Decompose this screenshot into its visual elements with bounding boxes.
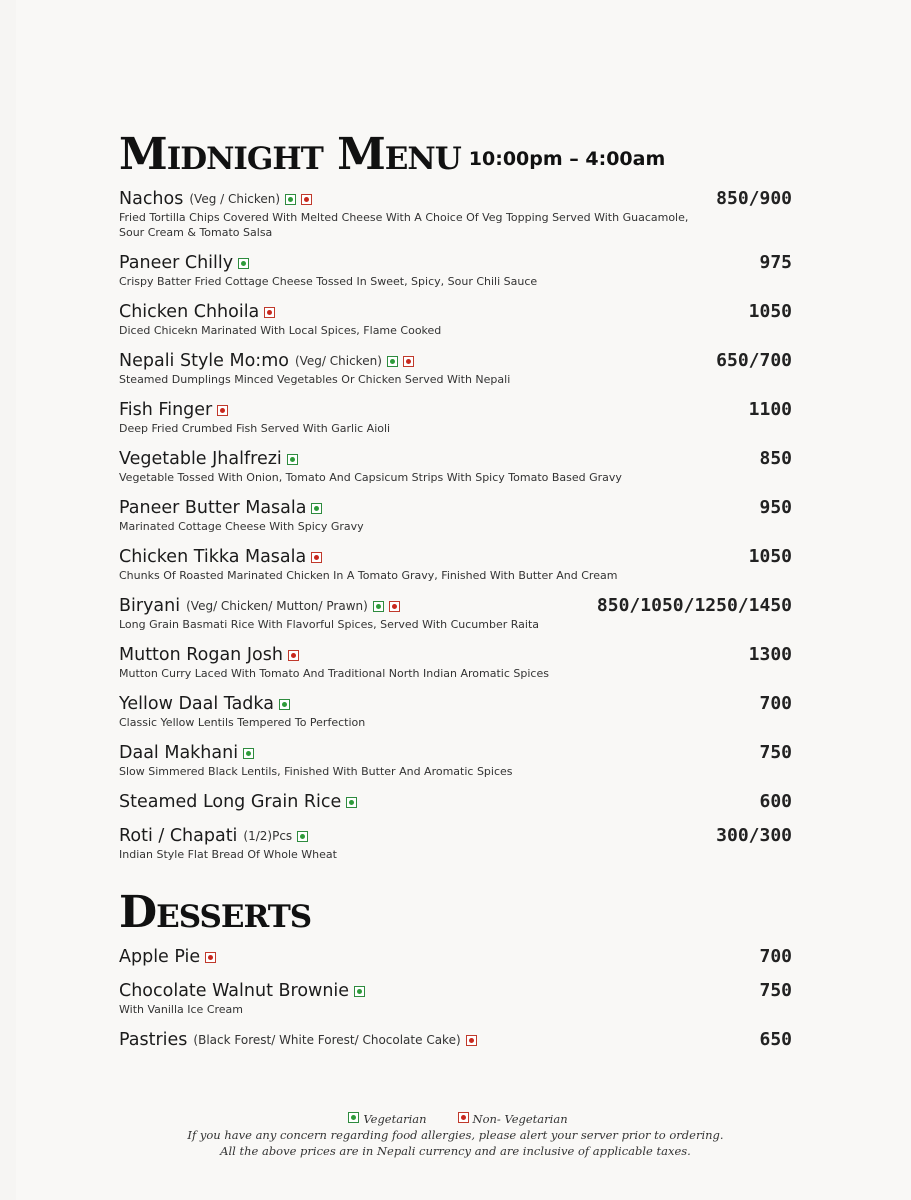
- menu-item-description: Indian Style Flat Bread Of Whole Wheat: [119, 848, 337, 861]
- menu-item-price: 850: [759, 448, 792, 469]
- midnight-menu-title: [119, 130, 792, 184]
- menu-item-description: Deep Fried Crumbed Fish Served With Garlic Aioli: [119, 422, 391, 435]
- menu-item: [119, 825, 792, 862]
- menu-item-description: Mutton Curry Laced With Tomato And Traditional North Indian Aromatic Spices: [119, 667, 549, 680]
- menu-item: [119, 252, 792, 289]
- menu-item-row: [119, 188, 792, 210]
- menu-item-name-group: [119, 946, 216, 968]
- menu-item-name: Chicken Tikka Masala: [119, 547, 307, 567]
- nonveg-mark-icon: [205, 952, 216, 963]
- nonveg-mark-icon: [403, 356, 414, 367]
- menu-item-row: [119, 644, 792, 666]
- menu-item: [119, 644, 792, 681]
- menu-item-name: Vegetable Jhalfrezi: [119, 449, 282, 469]
- menu-item-price: 1050: [748, 546, 792, 567]
- menu-item: [119, 350, 792, 387]
- menu-item-description: Steamed Dumplings Minced Vegetables Or Chicken Served With Nepali: [119, 373, 511, 386]
- midnight-menu-list: [119, 188, 792, 862]
- menu-item-name: Biryani: [119, 596, 181, 616]
- menu-item-name-group: [119, 693, 290, 715]
- menu-item-note: (1/2)Pcs: [243, 829, 293, 843]
- menu-item-description: Classic Yellow Lentils Tempered To Perfection: [119, 716, 366, 729]
- menu-item-name: Nachos: [119, 189, 184, 209]
- menu-item: [119, 791, 792, 813]
- veg-mark-icon: [311, 503, 322, 514]
- menu-item: [119, 693, 792, 730]
- menu-item-name: Steamed Long Grain Rice: [119, 792, 342, 812]
- menu-item-name-group: [119, 301, 275, 323]
- menu-item-name-group: [119, 188, 312, 210]
- menu-item: [119, 546, 792, 583]
- menu-item-name-group: [119, 791, 357, 813]
- menu-item-name: Yellow Daal Tadka: [119, 694, 274, 714]
- veg-mark-icon: [287, 454, 298, 465]
- menu-item-row: [119, 497, 792, 519]
- diet-legend: [0, 1112, 911, 1126]
- menu-item-row: [119, 946, 792, 968]
- veg-mark-icon: [297, 831, 308, 842]
- menu-item-price: 750: [759, 742, 792, 763]
- menu-item-row: [119, 825, 792, 847]
- menu-content: [119, 130, 792, 1063]
- nonveg-mark-icon: [466, 1035, 477, 1046]
- menu-item-row: [119, 742, 792, 764]
- menu-item-name-group: [119, 595, 400, 617]
- menu-item-price: 300/300: [716, 825, 792, 846]
- menu-item-name: Chicken Chhoila: [119, 302, 260, 322]
- menu-item-name: Chocolate Walnut Brownie: [119, 981, 350, 1001]
- menu-item-price: 650: [759, 1029, 792, 1050]
- nonveg-mark-icon: [288, 650, 299, 661]
- menu-item-row: [119, 791, 792, 813]
- menu-item-name-group: [119, 1029, 477, 1051]
- menu-item-name: Roti / Chapati: [119, 826, 238, 846]
- menu-item-name: Apple Pie: [119, 947, 201, 967]
- menu-item-name: Nepali Style Mo:mo: [119, 351, 289, 371]
- menu-item-name: Paneer Chilly: [119, 253, 234, 273]
- veg-mark-icon: [346, 797, 357, 808]
- menu-item-name: Daal Makhani: [119, 743, 239, 763]
- nonveg-mark-icon: [217, 405, 228, 416]
- menu-item-note: (Veg/ Chicken): [294, 354, 382, 368]
- nonveg-mark-icon: [301, 194, 312, 205]
- menu-item-row: [119, 546, 792, 568]
- menu-item-row: [119, 301, 792, 323]
- menu-item-row: [119, 980, 792, 1002]
- menu-item-description: Crispy Batter Fried Cottage Cheese Tossed In Sweet, Spicy, Sour Chili Sauce: [119, 275, 538, 288]
- menu-item-description: With Vanilla Ice Cream: [119, 1003, 244, 1016]
- legend-nonveg-label: Non- Vegetarian: [472, 1112, 568, 1126]
- menu-item: [119, 980, 792, 1017]
- menu-item-price: 1100: [748, 399, 792, 420]
- menu-item-description: Diced Chicekn Marinated With Local Spices, Flame Cooked: [119, 324, 442, 337]
- menu-item-name-group: [119, 350, 414, 372]
- nonveg-mark-icon: [389, 601, 400, 612]
- menu-item-description: Slow Simmered Black Lentils, Finished With Butter And Aromatic Spices: [119, 765, 513, 778]
- menu-item-note: (Veg/ Chicken/ Mutton/ Prawn): [186, 599, 368, 613]
- desserts-list: [119, 946, 792, 1051]
- veg-mark-icon: [285, 194, 296, 205]
- menu-item-price: 750: [759, 980, 792, 1001]
- menu-item-description: Vegetable Tossed With Onion, Tomato And Capsicum Strips With Spicy Tomato Based Gravy: [119, 471, 622, 484]
- menu-item-price: 1300: [748, 644, 792, 665]
- legend-veg: [343, 1112, 426, 1126]
- menu-item-name-group: [119, 448, 298, 470]
- menu-item: [119, 595, 792, 632]
- menu-item-name: Mutton Rogan Josh: [119, 645, 283, 665]
- menu-item-price: 1050: [748, 301, 792, 322]
- legend-veg-label: Vegetarian: [363, 1112, 427, 1126]
- midnight-menu-heading: Midnight Menu: [119, 129, 461, 180]
- menu-item-row: [119, 595, 792, 617]
- menu-item: [119, 188, 792, 240]
- veg-mark-icon: [387, 356, 398, 367]
- desserts-title: Desserts: [119, 887, 312, 938]
- menu-item-name-group: [119, 980, 365, 1002]
- menu-item-price: 850/900: [716, 188, 792, 209]
- menu-item-name-group: [119, 825, 308, 847]
- menu-item-row: [119, 399, 792, 421]
- nonveg-mark-icon: [458, 1112, 469, 1123]
- allergy-note: If you have any concern regarding food allergies, please alert your server prior to ordering.: [187, 1128, 724, 1142]
- menu-item-note: (Veg / Chicken): [189, 192, 281, 206]
- menu-item-name-group: [119, 644, 299, 666]
- menu-item-price: 950: [759, 497, 792, 518]
- menu-item-note: (Black Forest/ White Forest/ Chocolate Cake): [193, 1033, 461, 1047]
- menu-footer: [0, 1112, 911, 1160]
- menu-item-name-group: [119, 252, 249, 274]
- veg-mark-icon: [279, 699, 290, 710]
- menu-item: [119, 742, 792, 779]
- menu-item-description: Long Grain Basmati Rice With Flavorful Spices, Served With Cucumber Raita: [119, 618, 540, 631]
- menu-item-name-group: [119, 546, 322, 568]
- menu-item: [119, 1029, 792, 1051]
- menu-item-name-group: [119, 742, 254, 764]
- menu-item-name-group: [119, 399, 228, 421]
- menu-item-price: 600: [759, 791, 792, 812]
- price-note: All the above prices are in Nepali currency and are inclusive of applicable taxes.: [220, 1144, 691, 1158]
- menu-item-row: [119, 693, 792, 715]
- menu-item-description: Chunks Of Roasted Marinated Chicken In A Tomato Gravy, Finished With Butter And Cream: [119, 569, 618, 582]
- veg-mark-icon: [243, 748, 254, 759]
- menu-item-row: [119, 252, 792, 274]
- menu-item-name: Fish Finger: [119, 400, 213, 420]
- menu-item-price: 975: [759, 252, 792, 273]
- menu-item-price: 850/1050/1250/1450: [596, 595, 792, 616]
- menu-item: [119, 946, 792, 968]
- veg-mark-icon: [238, 258, 249, 269]
- veg-mark-icon: [348, 1112, 359, 1123]
- menu-item-price: 700: [759, 946, 792, 967]
- legend-nonveg: [453, 1112, 568, 1126]
- menu-item-name-group: [119, 497, 322, 519]
- nonveg-mark-icon: [264, 307, 275, 318]
- menu-item-description: Marinated Cottage Cheese With Spicy Gravy: [119, 520, 364, 533]
- menu-item-row: [119, 350, 792, 372]
- menu-item: [119, 448, 792, 485]
- veg-mark-icon: [354, 986, 365, 997]
- nonveg-mark-icon: [311, 552, 322, 563]
- menu-item-price: 700: [759, 693, 792, 714]
- veg-mark-icon: [373, 601, 384, 612]
- menu-item-name: Pastries: [119, 1030, 188, 1050]
- menu-item-price: 650/700: [716, 350, 792, 371]
- menu-item: [119, 497, 792, 534]
- menu-item-row: [119, 1029, 792, 1051]
- menu-item: [119, 399, 792, 436]
- menu-item-row: [119, 448, 792, 470]
- menu-item-name: Paneer Butter Masala: [119, 498, 307, 518]
- menu-hours: 10:00pm – 4:00am: [468, 148, 666, 170]
- menu-item: [119, 301, 792, 338]
- menu-item-description: Fried Tortilla Chips Covered With Melted Cheese With A Choice Of Veg Topping Served With Guacamole, Sour Cream & Tomato Salsa: [119, 211, 689, 239]
